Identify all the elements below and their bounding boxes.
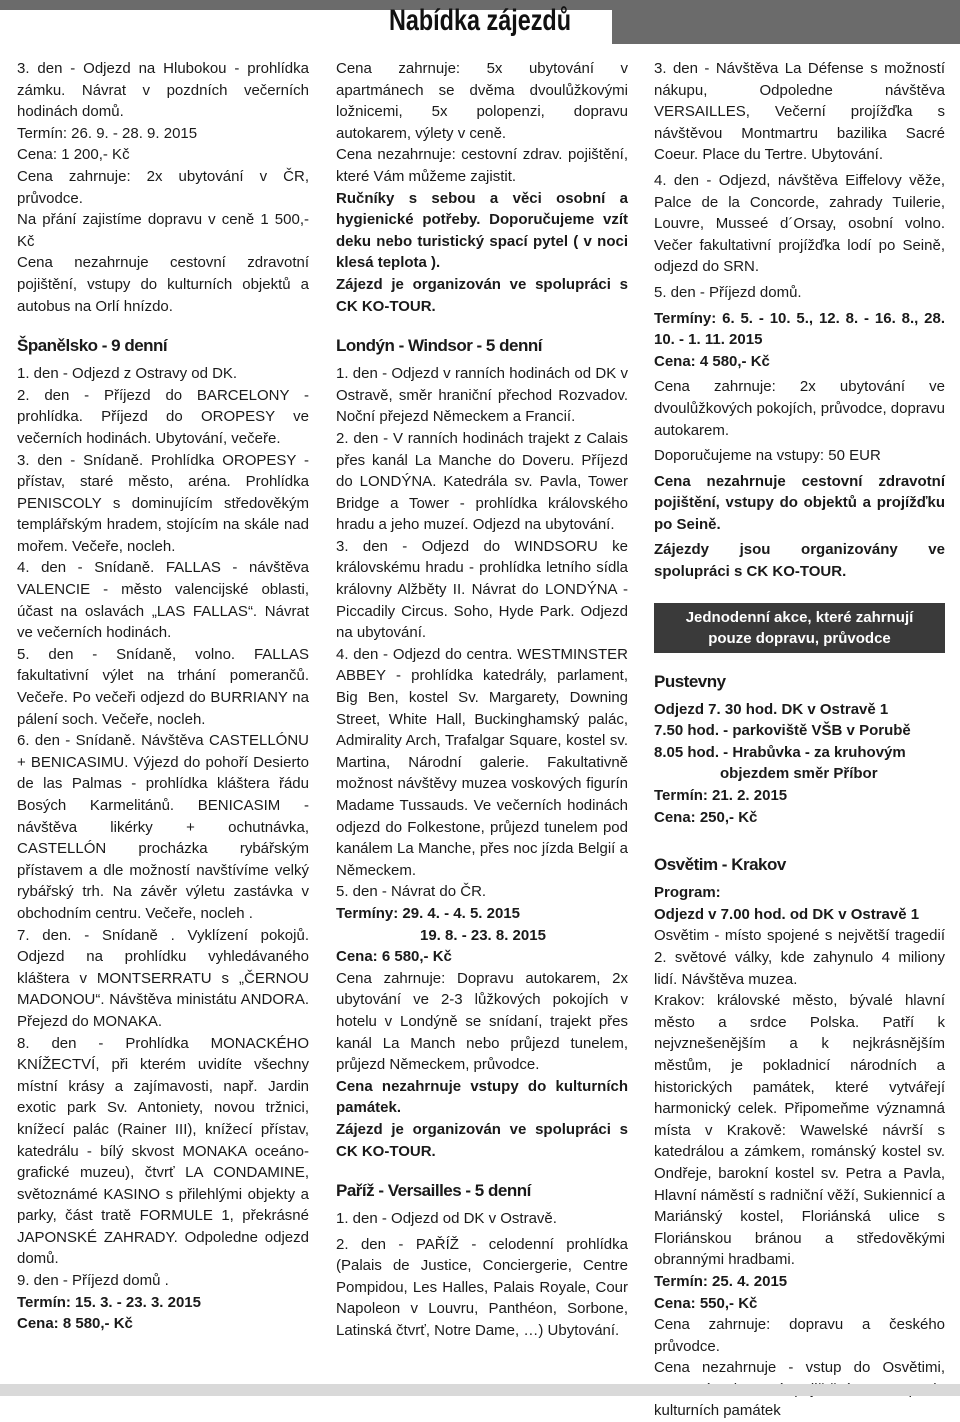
paragraph: Cena zahrnuje: 5x ubytování v apartmánech se dvěma dvoulůžkovými ložnicemi, 5x polopenzi, dopravu autokarem, výlety v ceně. (336, 60, 628, 142)
paragraph: Cena zahrnuje: dopravu a českého průvodce. (654, 1316, 945, 1355)
paragraph: Zájezd je organizován ve spolupráci s CK KO-TOUR. (336, 1120, 628, 1160)
column-2 (336, 58, 628, 1342)
paragraph: Cena zahrnuje: 2x ubytování v ČR, průvodce. (17, 167, 309, 207)
paragraph: Doporučujeme na vstupy: 50 EUR (654, 447, 881, 465)
price: Cena: 250,- Kč (654, 808, 758, 826)
paragraph: Krakov: královské město, bývalé hlavní město a srdce Polska. Patří k nejvznešenějším a k nejkrásnějším městům, je pokladnicí národních a historických památek, které vytvářejí harmonický celek. Připomeňme významná místa v Krakově: Wawelské návrší s katedrálou a zámkem, románský kostel sv. Ondřeje, barokní kostel sv. Petra a Pavla, Hlavní náměstí s radniční věží, Sukiennicí a Mariánský kostel, Floriánská ulice s Floriánskou bránou a středověkými obrannými hradbami. (654, 992, 945, 1269)
paragraph: Odjezd 7. 30 hod. DK v Ostravě 1 (654, 700, 889, 718)
paragraph: 5. den - Snídaně, volno. FALLAS fakultativní výlet na trhání pomerančů. Večeře. Po večeři odjezd do BURRIANY na pálení soch. Večeře, nocleh. (17, 645, 309, 728)
column-1 (17, 58, 309, 1335)
section-heading-paris: Paříž - Versailles - 5 denní (336, 1181, 531, 1201)
paragraph: Cena nezahrnuje vstupy do kulturních památek. (336, 1077, 628, 1117)
term: Termín: 21. 2. 2015 (654, 787, 788, 805)
paragraph: Program: (654, 884, 721, 902)
section-heading-auschwitz: Osvětim - Krakov (654, 855, 786, 875)
paragraph: objezdem směr Příbor (720, 765, 878, 783)
paragraph: 8.05 hod. - Hrabůvka - za kruhovým (654, 743, 906, 761)
paragraph: Ručníky s sebou a věci osobní a hygienické potřeby. Doporučujeme vzít deku nebo turistický spací pytel ( v noci klesá teplota ). (336, 189, 628, 272)
section-heading-london: Londýn - Windsor - 5 denní (336, 336, 542, 356)
page-header (0, 0, 960, 44)
price: Cena: 6 580,- Kč (336, 948, 452, 966)
paragraph: Na přání zajistíme dopravu v ceně 1 500,- Kč (17, 211, 309, 250)
paragraph: Cena nezahrnuje cestovní zdravotní pojištění, vstupy do objektů a projížďku po Seině. (654, 472, 945, 533)
paragraph: 8. den - Prohlídka MONACKÉHO KNÍŽECTVÍ, při kterém uvidíte všechny místní krásy a zajímavosti, např. Jardin exotic park Sv. Antoniety, novou tržnici, knížecí palác (Rainer III), knížecí přístav, katedrálu - bílý skvost MONAKA oceáno-grafické muzeu), čtvrť LA CONDAMINE, světoznámé KASINO s přilehlými objekty a parky, část tratě FORMULE 1, překrásné JAPONSKÉ ZAHRADY. Odpoledne odjezd domů. (17, 1034, 309, 1268)
price: Cena: 550,- Kč (654, 1294, 758, 1312)
paragraph: Cena nezahrnuje cestovní zdravotní pojištění, vstupy do kulturních objektů a autobus na Orlí hnízdo. (17, 254, 309, 315)
page-title: Nabídka zájezdů (388, 4, 572, 37)
term: Termín: 25. 4. 2015 (654, 1272, 788, 1290)
paragraph: 9. den - Příjezd domů . (17, 1272, 169, 1290)
paragraph: Zájezdy jsou organizovány ve spolupráci s CK KO-TOUR. (654, 541, 945, 581)
paragraph: 2. den - PAŘÍŽ - celodenní prohlídka (Palais de Justice, Conciergerie, Centre Pompidou, Les Halles, Palais Royale, Cour Napoleon v Louvru, Panthéon, Sorbone, Latinská čtvrť, Notre Dame, …) Ubytování. (336, 1235, 628, 1340)
paragraph: 7. den. - Snídaně . Vyklízení pokojů. Odjezd na prohlídku vyhledávaného kláštera v MONTSERRATU s „ČERNOU MADONOU“. Návštěva ministátu ANDORA. Přejezd do MONAKA. (17, 926, 309, 1030)
paragraph: 3. den - Odjezd na Hlubokou - prohlídka zámku. Návrat v pozdních večerních hodinách domů. (17, 60, 309, 121)
price: Cena: 8 580,- Kč (17, 1315, 133, 1333)
paragraph: 7.50 hod. - parkoviště VŠB v Porubě (654, 722, 911, 740)
term: Termín: 26. 9. - 28. 9. 2015 (17, 124, 198, 142)
paragraph: 3. den - Odjezd do WINDSORU ke královskému hradu - prohlídka letního sídla královny Alžběty II. Návrat do LONDÝNA - Piccadily Circus. Soho, Hyde Park. Odjezd na ubytování. (336, 537, 628, 642)
paragraph: 4. den - Snídaně. FALLAS - návštěva VALENCIE - město valencijské oblasti, účast na oslavách „LAS FALLAS“. Návrat ve večerních hodinách. (17, 559, 309, 642)
paragraph: 2. den - Příjezd do BARCELONY - prohlídka. Příjezd do OROPESY ve večerních hodinách. Ubytování, večeře. (17, 386, 309, 447)
paragraph: 4. den - Odjezd do centra. WESTMINSTER ABBEY - prohlídka katedrály, parlament, Big Ben, kostel Sv. Margarety, Downing Street, White Hall, Buckinghamský palác, Admirality Arch, Trafalgar Square, kostel sv. Martina, Národní galerie. Fakultativně možnost návštěvy muzea voskových figurín Madame Tussauds. Ve večerních hodinách odjezd do Folkestone, průjezd tunelem pod kanálem La Manche, přes noc jízda Belgií a Německem. (336, 645, 628, 879)
paragraph: 1. den - Odjezd od DK v Ostravě. (336, 1210, 557, 1228)
paragraph: 2. den - V ranních hodinách trajekt z Calais přes kanál La Manche do Doveru. Příjezd do LONDÝNA. Katedrála sv. Pavla, Tower Bridge a Tower - prohlídka královského hradu a jeho muzeí. Odjezd na ubytování. (336, 429, 628, 534)
paragraph: Cena zahrnuje: 2x ubytování ve dvoulůžkových pokojích, průvodce, dopravu autokarem. (654, 378, 946, 439)
price: Cena: 1 200,- Kč (17, 146, 130, 164)
term: 19. 8. - 23. 8. 2015 (420, 926, 546, 944)
column-3 (654, 58, 945, 1422)
term: Termíny: 6. 5. - 10. 5., 12. 8. - 16. 8., 28. 10. - 1. 11. 2015 (654, 309, 945, 349)
paragraph: 6. den - Snídaně. Návštěva CASTELLÓNU + BENICASIMU. Výjezd do pohoří Desierto de las Palmas - prohlídka kláštera řádu Bosých Karmelitánů. BENICASIM - návštěva likérky + ochutnávka, CASTELLÓN procházka rybářským přístavem a dle možností navštívíme velký rybářský trh. Na závěr výletu zastávka v obchodním centru. Večeře, nocleh . (17, 732, 309, 922)
paragraph: Cena zahrnuje: Dopravu autokarem, 2x ubytování ve 2-3 lůžkových pokojích v hotelu v Londýně se snídaní, trajekt přes kanál La Manch nebo průjezd tunelem, průjezd Německem, průvodce. (336, 969, 628, 1074)
price: Cena: 4 580,- Kč (654, 352, 770, 370)
paragraph: Zájezd je organizován ve spolupráci s CK KO-TOUR. (336, 275, 628, 315)
paragraph: 4. den - Odjezd, návštěva Eiffelovy věže, Palce de la Concorde, zahrady Tuilerie, Louvre, Musseé d´Orsay, osobní volno. Večer fakultativní projížďka lodí po Seině, odjezd do SRN. (654, 171, 945, 276)
paragraph: 5. den - Příjezd domů. (654, 283, 802, 301)
term: Termín: 15. 3. - 23. 3. 2015 (17, 1293, 201, 1311)
paragraph: Odjezd v 7.00 hod. od DK v Ostravě 1 (654, 905, 920, 923)
paragraph: Osvětim - místo spojené s největší tragedií 2. světové války, kde zahynulo 4 miliony lidí. Návštěva muzea. (654, 927, 945, 988)
paragraph: Cena nezahrnuje: cestovní zdrav. pojištění, které Vám můžeme zajistit. (336, 146, 628, 185)
footer-bar (0, 1384, 960, 1396)
paragraph: 3. den - Návštěva La Défense s možností nákupu, Odpoledne návštěva VERSAILLES, Večerní projížďka s návštěvou Montmartru bazilika Sacré Coeur. Place du Tertre. Ubytování. (654, 60, 945, 164)
section-heading-pustevny: Pustevny (654, 671, 726, 691)
term: Termíny: 29. 4. - 4. 5. 2015 (336, 904, 520, 922)
one-day-trips-banner: Jednodenní akce, které zahrnují pouze dopravu, průvodce (654, 603, 945, 653)
paragraph: 1. den - Odjezd z Ostravy od DK. (17, 365, 238, 383)
paragraph: 1. den - Odjezd v ranních hodinách od DK v Ostravě, směr hraniční přechod Rozvadov. Noční přejezd Německem a Francií. (336, 365, 628, 426)
section-heading-spain: Španělsko - 9 denní (17, 336, 168, 356)
paragraph: 5. den - Návrat do ČR. (336, 883, 487, 901)
paragraph: 3. den - Snídaně. Prohlídka OROPESY - přístav, staré město, aréna. Prohlídka PENISCOLY s dominujícím středověkým templářským hradem, stojícím na skále nad mořem. Večeře, nocleh. (17, 451, 309, 555)
paragraph: Cena nezahrnuje - vstup do Osvětimi, kulturních památek (654, 1359, 945, 1420)
